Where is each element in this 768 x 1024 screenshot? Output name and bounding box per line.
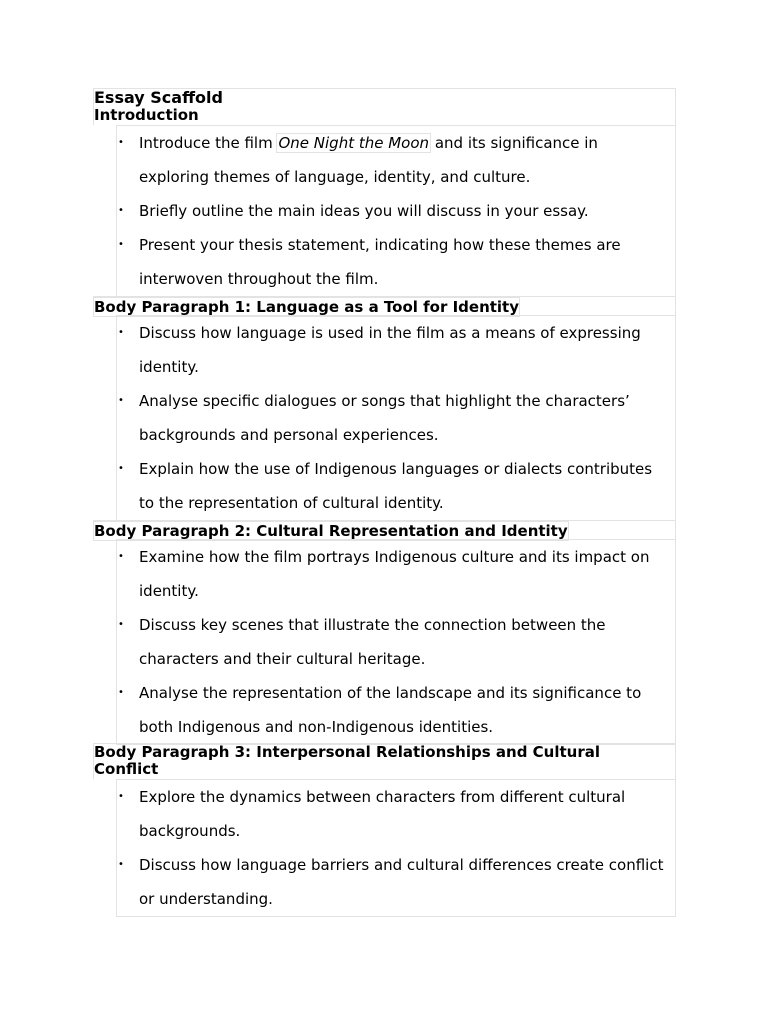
list-item — [117, 126, 675, 194]
list-item-text-after: and its significance in exploring themes of language, identity, and culture. — [139, 134, 598, 186]
section-body-paragraph-1 — [93, 296, 676, 521]
bullet-list-box — [116, 539, 676, 745]
list-item-text: Examine how the film portrays Indigenous culture and its impact on identity. — [139, 548, 650, 600]
bullet-list-box — [116, 315, 676, 521]
list-item-text: Analyse specific dialogues or songs that highlight the characters’ backgrounds and personal experiences. — [139, 392, 630, 444]
section-heading-box — [93, 520, 676, 539]
bullet-icon: • — [118, 137, 124, 148]
list-item — [117, 540, 675, 608]
bullet-icon: • — [118, 327, 124, 338]
list-item-text: Discuss key scenes that illustrate the connection between the characters and their cultural heritage. — [139, 616, 606, 668]
bullet-icon: • — [118, 791, 124, 802]
bullet-icon: • — [118, 239, 124, 250]
list-item-text: Analyse the representation of the landscape and its significance to both Indigenous and non-Indigenous identities. — [139, 684, 642, 736]
list-item — [117, 316, 675, 384]
bullet-list — [117, 316, 675, 520]
list-item — [117, 194, 675, 228]
list-item — [117, 676, 675, 744]
section-body-paragraph-3 — [93, 743, 676, 917]
section-heading: Body Paragraph 2: Cultural Representation and Identity — [94, 522, 568, 540]
list-item-text-before: Introduce the film — [139, 134, 278, 152]
section-heading-box — [93, 88, 676, 125]
bullet-icon: • — [118, 687, 124, 698]
bullet-list — [117, 540, 675, 744]
section-heading: Body Paragraph 3: Interpersonal Relationships and Cultural Conflict — [94, 743, 600, 778]
section-heading: Introduction — [94, 106, 199, 124]
film-title: One Night the Moon — [278, 134, 430, 152]
list-item-text: Present your thesis statement, indicating how these themes are interwoven throughout the film. — [139, 236, 621, 288]
bullet-icon: • — [118, 205, 124, 216]
list-item — [117, 228, 675, 296]
section-heading-box — [93, 296, 676, 315]
bullet-list — [117, 780, 675, 916]
essay-title: Essay Scaffold — [94, 88, 223, 107]
list-item — [117, 384, 675, 452]
bullet-icon: • — [118, 463, 124, 474]
list-item-text: Explore the dynamics between characters from different cultural backgrounds. — [139, 788, 626, 840]
bullet-icon: • — [118, 395, 124, 406]
list-item-text: Discuss how language barriers and cultural differences create conflict or understanding. — [139, 856, 664, 908]
bullet-list-box — [116, 125, 676, 297]
bullet-icon: • — [118, 619, 124, 630]
list-item-text: Explain how the use of Indigenous languages or dialects contributes to the representation of cultural identity. — [139, 460, 653, 512]
bullet-icon: • — [118, 859, 124, 870]
list-item — [117, 608, 675, 676]
section-heading: Body Paragraph 1: Language as a Tool for Identity — [94, 298, 520, 316]
list-item-text: Discuss how language is used in the film as a means of expressing identity. — [139, 324, 641, 376]
section-introduction — [93, 88, 676, 297]
list-item — [117, 780, 675, 848]
section-heading-box — [93, 743, 676, 779]
bullet-icon: • — [118, 551, 124, 562]
list-item — [117, 848, 675, 916]
list-item-text: Briefly outline the main ideas you will discuss in your essay. — [139, 202, 589, 220]
bullet-list — [117, 126, 675, 296]
list-item — [117, 452, 675, 520]
section-body-paragraph-2 — [93, 520, 676, 745]
bullet-list-box — [116, 779, 676, 917]
